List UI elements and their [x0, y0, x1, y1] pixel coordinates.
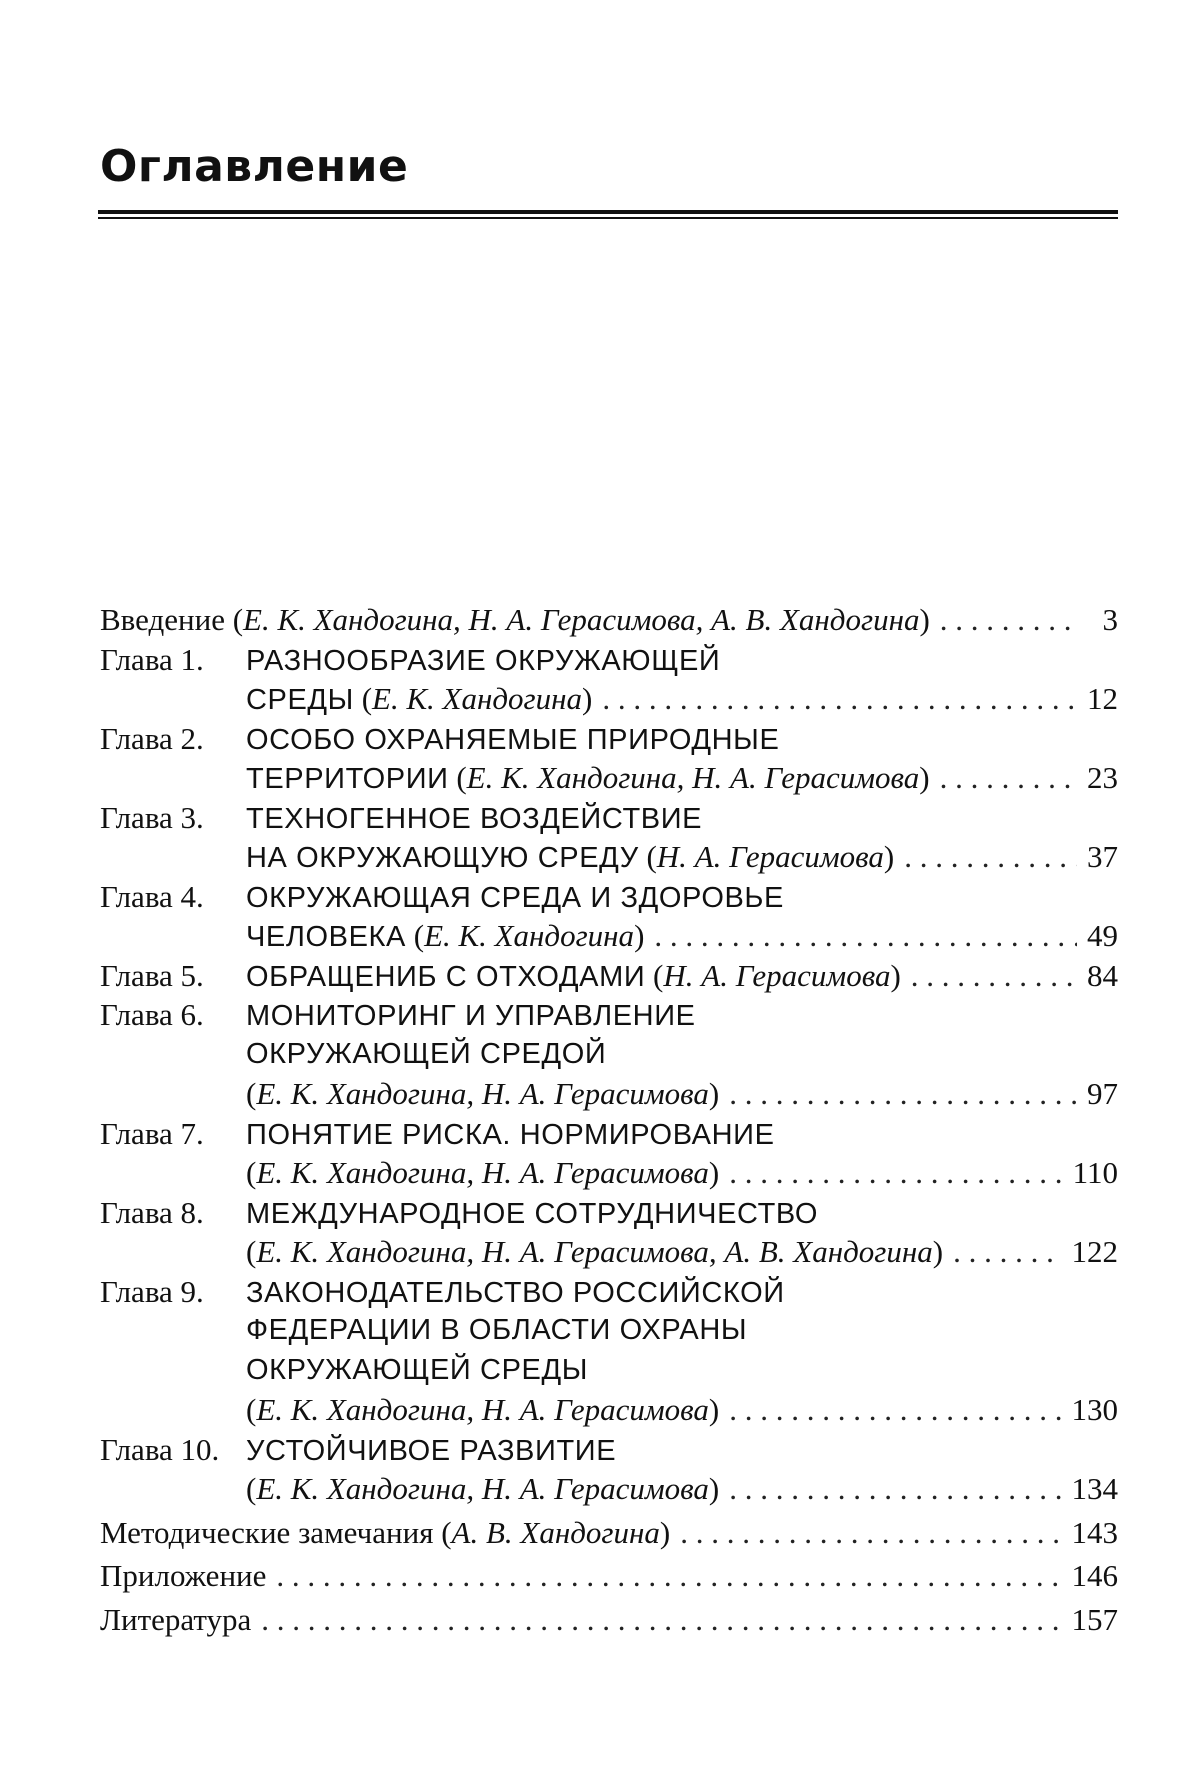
chapter-title: ОКРУЖАЮЩЕЙ СРЕДОЙ: [246, 1037, 607, 1070]
page-number: 49: [1087, 918, 1118, 953]
dot-leader: [729, 1153, 1062, 1193]
chapter-label: Глава 2.: [100, 720, 204, 756]
chapter-title: ОСОБО ОХРАНЯЕМЫЕ ПРИРОДНЫЕ: [246, 723, 780, 756]
chapter-title: МЕЖДУНАРОДНОЕ СОТРУДНИЧЕСТВО: [246, 1197, 819, 1230]
chapter-title: ОБРАЩЕНИБ С ОТХОДАМИ: [246, 960, 646, 993]
page-number: 157: [1071, 1601, 1118, 1637]
toc-chapter-9-line-4: (Е. К. Хандогина, Н. А. Герасимова) . . . 130: [100, 1390, 1118, 1430]
toc-chapter-2-line-2: ТЕРРИТОРИИ (Е. К. Хандогина, Н. А. Герасимова) . . . 23: [100, 758, 1118, 798]
entry-authors: Е. К. Хандогина: [424, 918, 635, 953]
chapter-label: Глава 10.: [100, 1431, 220, 1467]
page-number: 23: [1087, 760, 1118, 795]
entry-authors: Е. К. Хандогина, Н. А. Герасимова: [256, 1076, 709, 1111]
chapter-title: НА ОКРУЖАЮЩУЮ СРЕДУ: [246, 842, 639, 874]
dot-leader: [911, 956, 1077, 996]
dot-leader: [602, 679, 1077, 719]
toc-chapter-9-line-3: [100, 1351, 1118, 1391]
dot-leader: [729, 1074, 1077, 1114]
entry-authors: Е. К. Хандогина, Н. А. Герасимова: [466, 760, 920, 795]
toc-chapter-5-line-1: Глава 5. ОБРАЩЕНИБ С ОТХОДАМИ (Н. А. Герасимова) . . . 84: [100, 956, 1118, 996]
entry-label: Методические замечания: [100, 1514, 434, 1550]
toc-entry-intro: Введение (Е. К. Хандогина, Н. А. Герасимова, А. В. Хандогина) . . . 3: [100, 600, 1118, 640]
chapter-label: Глава 8.: [100, 1194, 204, 1230]
chapter-label: Глава 4.: [100, 878, 204, 914]
page-title: Оглавление: [100, 141, 409, 192]
toc-chapter-7-line-1: [100, 1114, 1118, 1154]
chapter-title: ОКРУЖАЮЩАЯ СРЕДА И ЗДОРОВЬЕ: [246, 881, 784, 914]
page-number: 37: [1087, 839, 1118, 874]
table-of-contents: [100, 600, 1118, 1639]
title-rule-thick: [98, 210, 1118, 214]
page-number: 110: [1072, 1155, 1118, 1190]
page-number: 146: [1071, 1558, 1118, 1593]
entry-label: Приложение: [100, 1558, 267, 1593]
dot-leader: [904, 837, 1077, 877]
chapter-label: Глава 7.: [100, 1115, 204, 1151]
toc-chapter-3-line-2: НА ОКРУЖАЮЩУЮ СРЕДУ (Н. А. Герасимова) . . . 37: [100, 837, 1118, 877]
toc-chapter-4-line-2: ЧЕЛОВЕКА (Е. К. Хандогина) . . . 49: [100, 916, 1118, 956]
page-number: 122: [1071, 1234, 1118, 1269]
toc-chapter-6-line-3: (Е. К. Хандогина, Н. А. Герасимова) . . . 97: [100, 1074, 1118, 1114]
toc-chapter-8-line-2: (Е. К. Хандогина, Н. А. Герасимова, А. В. Хандогина) . . . 122: [100, 1232, 1118, 1272]
chapter-title: МОНИТОРИНГ И УПРАВЛЕНИЕ: [246, 1000, 696, 1032]
chapter-title: ПОНЯТИЕ РИСКА. НОРМИРОВАНИЕ: [246, 1118, 775, 1151]
page-number: 12: [1087, 681, 1118, 716]
toc-chapter-10-line-2: (Е. К. Хандогина, Н. А. Герасимова) . . . 134: [100, 1469, 1118, 1509]
toc-chapter-6-line-1: [100, 995, 1118, 1035]
chapter-title: ТЕРРИТОРИИ: [246, 763, 449, 795]
chapter-label: Глава 9.: [100, 1273, 204, 1309]
page-number: 97: [1087, 1076, 1118, 1111]
dot-leader: [654, 916, 1077, 956]
dot-leader: [276, 1556, 1061, 1596]
chapter-title: ОКРУЖАЮЩЕЙ СРЕДЫ: [246, 1353, 588, 1386]
chapter-title: РАЗНООБРАЗИЕ ОКРУЖАЮЩЕЙ: [246, 644, 721, 677]
chapter-label: Глава 5.: [100, 957, 204, 993]
toc-chapter-6-line-2: [100, 1035, 1118, 1075]
toc-entry-literature: [100, 1600, 1118, 1640]
entry-label: Введение: [100, 602, 225, 637]
dot-leader: [680, 1513, 1061, 1553]
toc-chapter-4-line-1: [100, 877, 1118, 917]
dot-leader: [261, 1600, 1061, 1640]
entry-authors: Е. К. Хандогина, Н. А. Герасимова, А. В. Хандогина: [243, 602, 920, 637]
entry-authors: Е. К. Хандогина, Н. А. Герасимова: [256, 1471, 709, 1506]
chapter-title: ТЕХНОГЕННОЕ ВОЗДЕЙСТВИЕ: [246, 802, 703, 835]
toc-chapter-1-line-2: СРЕДЫ (Е. К. Хандогина) . . . 12: [100, 679, 1118, 719]
page-number: 130: [1071, 1392, 1118, 1427]
toc-chapter-2-line-1: [100, 719, 1118, 759]
entry-authors: Н. А. Герасимова: [663, 957, 891, 993]
dot-leader: [940, 758, 1077, 798]
entry-authors: Е. К. Хандогина, Н. А. Герасимова, А. В. Хандогина: [256, 1234, 933, 1269]
title-rule-thin: [98, 217, 1118, 219]
toc-chapter-7-line-2: (Е. К. Хандогина, Н. А. Герасимова) . . . 110: [100, 1153, 1118, 1193]
toc-chapter-1-line-1: [100, 640, 1118, 680]
toc-chapter-10-line-1: [100, 1430, 1118, 1470]
chapter-title: ЗАКОНОДАТЕЛЬСТВО РОССИЙСКОЙ: [246, 1276, 785, 1309]
chapter-title: УСТОЙЧИВОЕ РАЗВИТИЕ: [246, 1434, 617, 1467]
page-number: 84: [1087, 957, 1118, 993]
dot-leader: [953, 1232, 1061, 1272]
page-number: 134: [1071, 1471, 1118, 1506]
entry-authors: А. В. Хандогина: [451, 1514, 660, 1550]
dot-leader: [729, 1390, 1061, 1430]
entry-label: Литература: [100, 1601, 252, 1637]
entry-authors: Е. К. Хандогина, Н. А. Герасимова: [256, 1155, 709, 1190]
chapter-title: СРЕДЫ: [246, 684, 354, 716]
chapter-label: Глава 3.: [100, 799, 204, 835]
page-number: 3: [1102, 602, 1118, 637]
dot-leader: [940, 600, 1078, 640]
toc-chapter-9-line-1: [100, 1272, 1118, 1312]
dot-leader: [729, 1469, 1061, 1509]
entry-authors: Е. К. Хандогина, Н. А. Герасимова: [256, 1392, 709, 1427]
toc-chapter-3-line-1: [100, 798, 1118, 838]
toc-chapter-8-line-1: [100, 1193, 1118, 1233]
chapter-label: Глава 1.: [100, 641, 204, 677]
toc-chapter-9-line-2: [100, 1311, 1118, 1351]
chapter-label: Глава 6.: [100, 997, 204, 1032]
page-number: 143: [1071, 1514, 1118, 1550]
entry-authors: Н. А. Герасимова: [656, 839, 884, 874]
entry-authors: Е. К. Хандогина: [372, 681, 583, 716]
chapter-title: ФЕДЕРАЦИИ В ОБЛАСТИ ОХРАНЫ: [246, 1314, 748, 1346]
toc-entry-appendix: [100, 1556, 1118, 1596]
chapter-title: ЧЕЛОВЕКА: [246, 921, 406, 953]
toc-entry-notes: Методические замечания (А. В. Хандогина) . . . 143: [100, 1513, 1118, 1553]
